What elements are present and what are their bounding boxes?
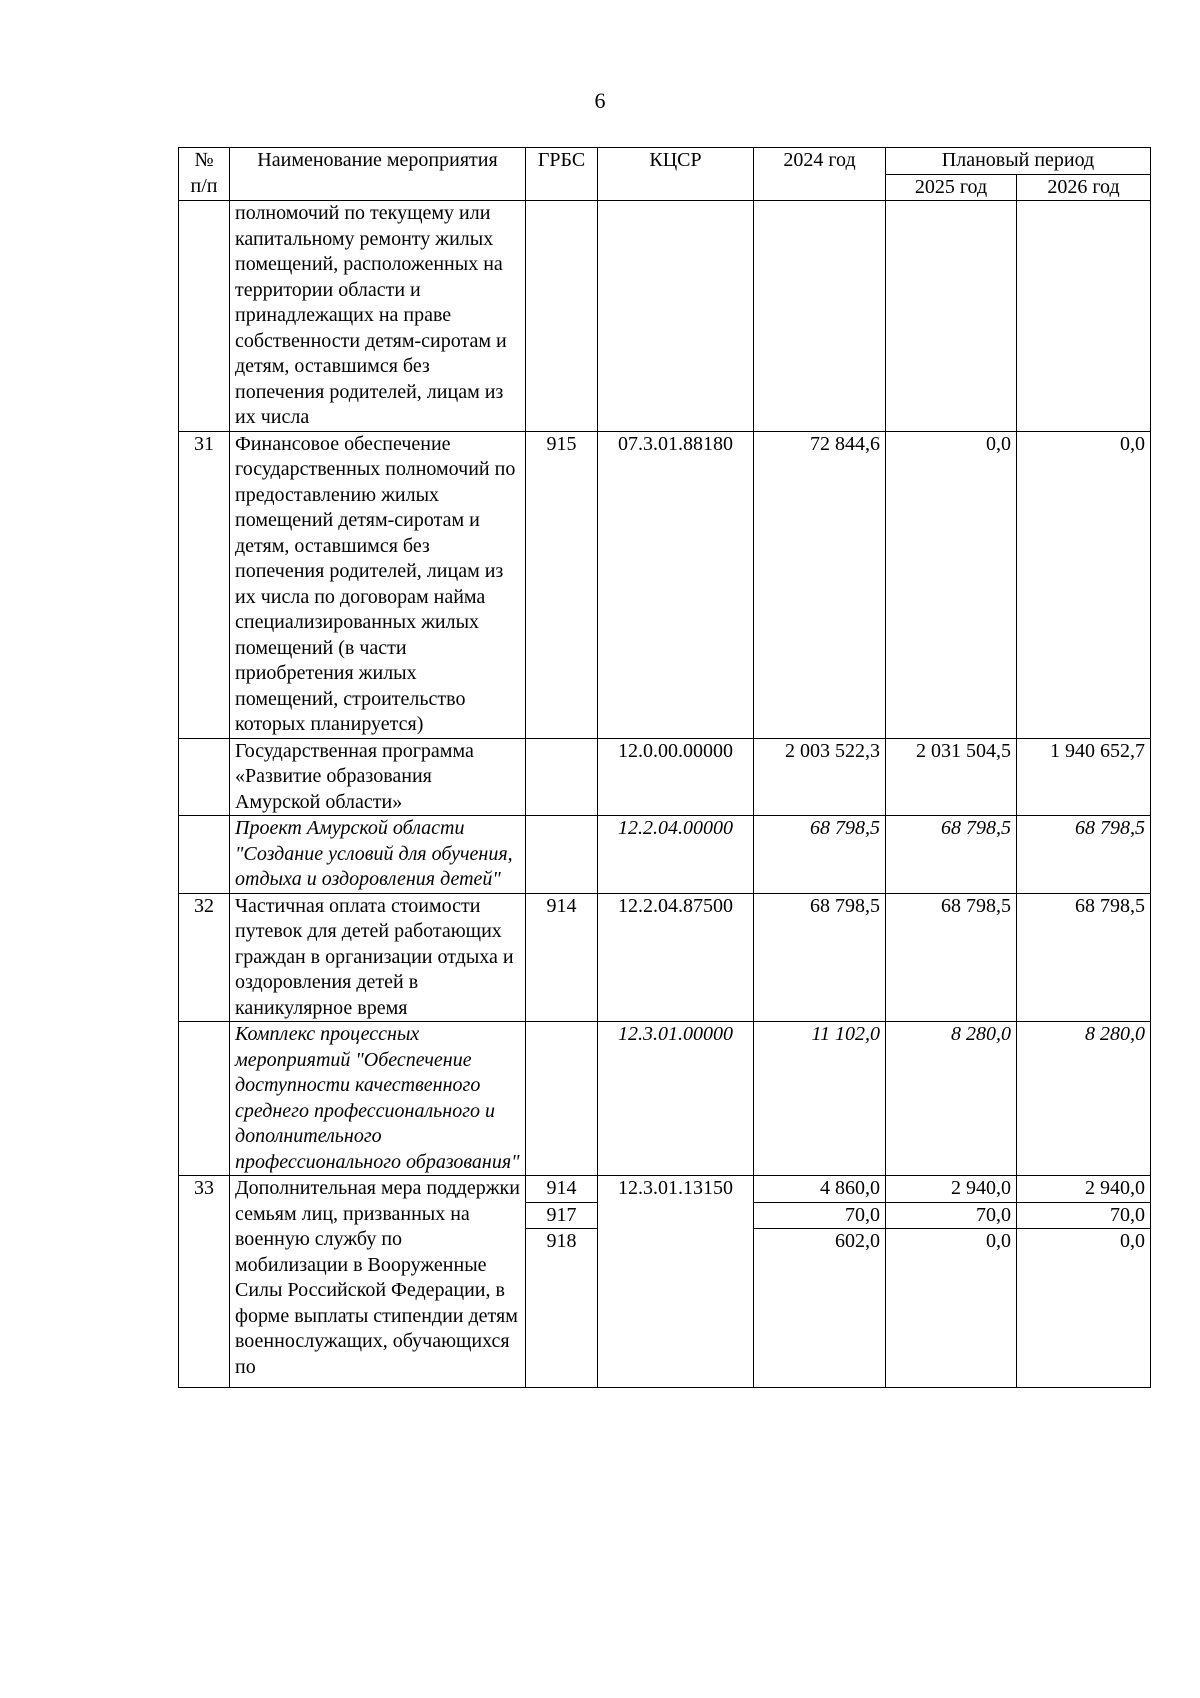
cell-grbs [526,201,598,432]
table-row-complex [179,1022,1151,1176]
cell-name: Частичная оплата стоимости путевок для детей работающих граждан в организации отдыха и оздоровления детей в каникулярное время [230,893,526,1022]
cell-2025: 0,0 [886,1229,1017,1388]
header-2024: 2024 год [754,148,886,201]
table-row-program [179,738,1151,816]
cell-name: Дополнительная мера поддержки семьям лиц, призванных на военную службу по мобилизации в Вооруженные Силы Российской Федерации, в форме выплаты стипендии детям военнослужащих, обучающихся по [230,1176,526,1388]
cell-name: Комплекс процессных мероприятий "Обеспечение доступности качественного среднего профессионального и дополнительного профессионального образования" [230,1022,526,1176]
cell-grbs: 914 [526,893,598,1022]
header-row [179,148,1151,175]
header-2025: 2025 год [886,174,1017,201]
cell-2025: 2 031 504,5 [886,738,1017,816]
cell-2025: 2 940,0 [886,1176,1017,1203]
cell-num [179,1022,230,1176]
cell-2025: 8 280,0 [886,1022,1017,1176]
cell-2025: 68 798,5 [886,816,1017,894]
cell-2026: 70,0 [1017,1202,1151,1229]
header-num: № п/п [179,148,230,201]
cell-num: 31 [179,431,230,738]
cell-kcsr: 12.0.00.00000 [598,738,754,816]
cell-name: полномочий по текущему или капитальному ремонту жилых помещений, расположенных на территории области и принадлежащих на праве собственности детям-сиротам и детям, оставшимся без попечения родителей, лицам из их числа [230,201,526,432]
cell-name: Финансовое обеспечение государственных полномочий по предоставлению жилых помещений детям-сиротам и детям, оставшимся без попечения родителей, лицам из их числа по договорам найма специализированных жилых помещений (в части приобретения жилых помещений, строительство которых планируется) [230,431,526,738]
cell-num [179,201,230,432]
cell-kcsr [598,201,754,432]
cell-2026: 2 940,0 [1017,1176,1151,1203]
cell-2026: 0,0 [1017,431,1151,738]
cell-2024: 70,0 [754,1202,886,1229]
cell-num [179,738,230,816]
cell-grbs [526,738,598,816]
cell-2026: 0,0 [1017,1229,1151,1388]
cell-name: Государственная программа «Развитие образования Амурской области» [230,738,526,816]
budget-table [178,147,1151,1388]
cell-2024: 2 003 522,3 [754,738,886,816]
cell-kcsr: 12.2.04.87500 [598,893,754,1022]
table-row [179,431,1151,738]
cell-kcsr: 12.3.01.13150 [598,1176,754,1388]
cell-grbs: 917 [526,1202,598,1229]
cell-2026: 8 280,0 [1017,1022,1151,1176]
header-kcsr: КЦСР [598,148,754,201]
table-row [179,201,1151,432]
cell-2025: 0,0 [886,431,1017,738]
cell-grbs: 914 [526,1176,598,1203]
cell-kcsr: 12.3.01.00000 [598,1022,754,1176]
cell-2026: 1 940 652,7 [1017,738,1151,816]
cell-2025: 70,0 [886,1202,1017,1229]
table-row-project [179,816,1151,894]
cell-2026: 68 798,5 [1017,816,1151,894]
cell-2025: 68 798,5 [886,893,1017,1022]
cell-kcsr: 07.3.01.88180 [598,431,754,738]
cell-2024: 602,0 [754,1229,886,1388]
header-2026: 2026 год [1017,174,1151,201]
cell-2024: 4 860,0 [754,1176,886,1203]
cell-kcsr: 12.2.04.00000 [598,816,754,894]
cell-2024: 11 102,0 [754,1022,886,1176]
header-name: Наименование мероприятия [230,148,526,201]
header-planned-period: Плановый период [886,148,1151,175]
header-grbs: ГРБС [526,148,598,201]
cell-num: 33 [179,1176,230,1388]
cell-2024: 72 844,6 [754,431,886,738]
cell-name: Проект Амурской области "Создание условий для обучения, отдыха и оздоровления детей" [230,816,526,894]
page-number: 6 [594,88,606,113]
cell-2024: 68 798,5 [754,893,886,1022]
table-row [179,893,1151,1022]
cell-grbs: 918 [526,1229,598,1388]
cell-grbs: 915 [526,431,598,738]
cell-grbs [526,816,598,894]
cell-grbs [526,1022,598,1176]
cell-num [179,816,230,894]
cell-2024: 68 798,5 [754,816,886,894]
cell-2025 [886,201,1017,432]
table-row [179,1176,1151,1203]
cell-2026 [1017,201,1151,432]
cell-2026: 68 798,5 [1017,893,1151,1022]
cell-num: 32 [179,893,230,1022]
cell-2024 [754,201,886,432]
